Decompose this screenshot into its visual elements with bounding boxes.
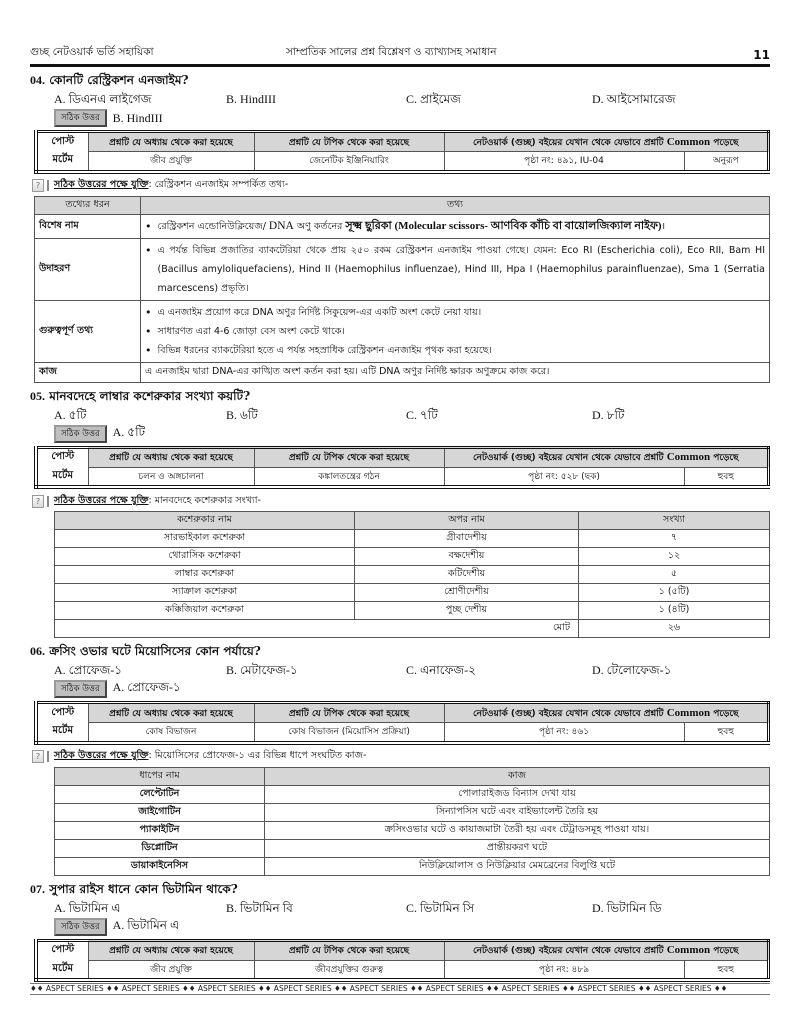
hint-label: সঠিক উত্তরের পক্ষে যুক্তি (54, 494, 149, 506)
cell: কক্কিজিয়াল কশেরুকা (55, 602, 355, 620)
option-b[interactable]: B. মেটাফেজ-১ (226, 663, 298, 677)
answer-row (30, 108, 770, 128)
pm-header-chapter: প্রশ্নটি যে অধ্যায় থেকে করা হয়েছে (88, 132, 254, 152)
correct-answer: A. প্রোফেজ-১ (112, 680, 181, 694)
info-value (141, 300, 770, 362)
question-number: 04. (30, 73, 45, 87)
running-header (30, 44, 770, 62)
pm-header-topic: প্রশ্নটি যে টপিক থেকে করা হয়েছে (254, 447, 444, 467)
question-text: মানবদেহে লাম্বার কশেরুকার সংখ্যা কয়টি? (49, 388, 251, 403)
hint-label: সঠিক উত্তরের পক্ষে যুক্তি (54, 179, 149, 190)
option-a[interactable]: A. ৫টি (54, 407, 87, 422)
cell: জাইগোটিন (55, 803, 265, 821)
question-text: ক্রসিং ওভার ঘটে মিয়োসিসের কোন পর্যায়ে? (49, 644, 261, 658)
table-row (55, 566, 770, 584)
postmortem-label-top: পোস্ট (36, 703, 88, 723)
pm-header-source (444, 940, 769, 960)
total-label: মোট (55, 620, 579, 638)
pm-common: হুবহু (684, 960, 769, 980)
pm-header-source (444, 447, 769, 467)
prophase-stages-table (54, 767, 770, 876)
postmortem-table (34, 939, 770, 983)
pm-chapter: জীব প্রযুক্তি (88, 152, 254, 172)
table-row (55, 821, 770, 839)
pm-header-chapter: প্রশ্নটি যে অধ্যায় থেকে করা হয়েছে (88, 703, 254, 723)
pm-header-common-word: Common (666, 944, 711, 956)
pm-topic: কঙ্কালতন্ত্রের গঠন (254, 467, 444, 487)
table-row (55, 602, 770, 620)
info-value (141, 238, 770, 300)
option-a[interactable]: A. ভিটামিন এ (54, 900, 121, 915)
pm-topic: জীবপ্রযুক্তির গুরুত্ব (254, 960, 444, 980)
pm-header-topic: প্রশ্নটি যে টপিক থেকে করা হয়েছে (254, 703, 444, 723)
option-b[interactable]: B. ভিটামিন বি (226, 900, 293, 915)
cell: বক্ষদেশীয় (355, 548, 579, 566)
correct-answer: A. ভিটামিন এ (112, 917, 180, 932)
info-row (35, 362, 770, 382)
question-05 (30, 386, 770, 639)
cell: ডায়াকাইনেসিস (55, 857, 265, 875)
question-06 (30, 641, 770, 876)
cell: ডিপ্লোটিন (55, 839, 265, 857)
correct-answer-badge: সঠিক উত্তর (54, 680, 107, 698)
cell: লেপ্টোটিন (55, 785, 265, 803)
table-row (55, 839, 770, 857)
hint-line (30, 747, 770, 767)
option-d[interactable]: D. টেলোফেজ-১ (592, 663, 672, 677)
pm-header-common-suffix: পড়েছে (713, 137, 739, 148)
hint-text: : মানবদেহে কশেরুকার সংখ্যা- (148, 494, 261, 506)
pm-source: পৃষ্ঠা নং: ৫২৮ (ছক) (444, 467, 684, 487)
answer-row (30, 679, 770, 699)
pm-common: হুবহু (684, 723, 769, 743)
info-text: • এ পর্যন্ত বিভিন্ন প্রজাতির ব্যাকটেরিয়া থেকে প্রায় ২৫০ রকম রেস্ট্রিকশন এনজাইম পাওয়া গেছে। যেমন: Eco RI (Escherichia coli), Eco RII, Bam HI (Bacillus amyloliquefaciens), Hind II (Haemophilus influenzae), Hind III, Hpa I (Haemophilus parainfluenzae), Sma 1 (Serratia marcescens) প্রভৃতি। (157, 244, 765, 294)
pm-header-topic: প্রশ্নটি যে টপিক থেকে করা হয়েছে (254, 132, 444, 152)
info-text: রেস্ট্রিকশন এন্ডোনিউক্লিয়েজ/ (157, 220, 269, 232)
postmortem-label-top: পোস্ট (36, 940, 88, 960)
info-key: কাজ (35, 362, 141, 382)
info-text: । (661, 220, 666, 232)
question-title (30, 70, 770, 90)
question-07 (30, 879, 770, 983)
correct-answer-badge: সঠিক উত্তর (54, 425, 107, 443)
cell: লাম্বার কশেরুকা (55, 566, 355, 584)
option-b[interactable]: B. ৬টি (226, 407, 258, 422)
info-key: গুরুত্বপূর্ণ তথ্য (35, 300, 141, 362)
info-bullet (145, 241, 765, 298)
option-c[interactable]: C. এনাফেজ-২ (406, 663, 476, 677)
cell: গ্রীবাদেশীয় (355, 530, 579, 548)
pm-header-common-word: Common (666, 451, 711, 463)
cell: প্যাকাইটিন (55, 821, 265, 839)
pm-chapter: কোষ বিভাজন (88, 723, 254, 743)
table-row (55, 584, 770, 602)
hint-line (30, 491, 770, 511)
info-key: বিশেষ নাম (35, 214, 141, 238)
info-header-type: তথ্যের ধরন (35, 196, 141, 214)
option-d[interactable]: D. আইসোমারেজ (592, 92, 676, 106)
col-header: ধাপের নাম (55, 767, 265, 785)
vertebrae-table (54, 511, 770, 638)
section-title: সাম্প্রতিক সালের প্রশ্ন বিশ্লেষণ ও ব্যাখ্যাসহ সমাধান (286, 46, 497, 58)
pm-header-source-text: নেটওয়ার্ক (গুচ্ছ) বইয়ের যেখান থেকে যেভাবে প্রশ্নটি (472, 708, 664, 719)
info-bullet (145, 217, 765, 236)
cell: নিউক্লিয়োলাস ও নিউক্লিয়ার মেমব্রেনের বিলুপ্তি ঘটে (265, 857, 770, 875)
col-header: কাজ (265, 767, 770, 785)
postmortem-table (34, 130, 770, 174)
pm-header-common-suffix: পড়েছে (713, 708, 739, 719)
table-row (55, 803, 770, 821)
hint-label: সঠিক উত্তরের পক্ষে যুক্তি (54, 750, 149, 761)
pm-header-common-word: Common (666, 135, 711, 148)
cell: পুচ্ছ দেশীয় (355, 602, 579, 620)
info-bullet: • বিভিন্ন ধরনের ব্যাকটেরিয়া হতে এ পর্যন্ত সহস্রাধিক রেস্ট্রিকশন এনজাইম পৃথক করা হয়েছে। (145, 341, 765, 360)
option-d[interactable]: D. ৮টি (592, 407, 625, 422)
info-header-info: তথ্য (141, 196, 770, 214)
question-number: 05. (30, 388, 45, 403)
question-title (30, 641, 770, 661)
options (30, 406, 770, 424)
pm-chapter: জীব প্রযুক্তি (88, 960, 254, 980)
info-value: এ এনজাইম দ্বারা DNA-এর কাঙ্খিত অংশ কর্তন করা হয়। এটি DNA অণুর নির্দিষ্ট ক্ষারক অণুক্রমে কাজ করে। (141, 362, 770, 382)
pm-header-chapter: প্রশ্নটি যে অধ্যায় থেকে করা হয়েছে (88, 447, 254, 467)
hint-icon: ? (32, 495, 44, 508)
cell: প্রান্তীয়করণ ঘটে (265, 839, 770, 857)
pm-topic: কোষ বিভাজন (মিয়োসিস প্রক্রিয়া) (254, 723, 444, 743)
pm-header-topic: প্রশ্নটি যে টপিক থেকে করা হয়েছে (254, 940, 444, 960)
pm-header-source (444, 132, 769, 152)
question-title (30, 879, 770, 899)
pm-header-source-text: নেটওয়ার্ক (গুচ্ছ) বইয়ের যেখান থেকে যেভাবে প্রশ্নটি (472, 946, 664, 956)
total-value: ২৬ (579, 620, 770, 638)
option-a[interactable]: A. প্রোফেজ-১ (54, 663, 123, 677)
postmortem-label-bottom: মর্টেম (36, 152, 88, 172)
postmortem-label-bottom: মর্টেম (36, 960, 88, 980)
hint-text: : রেস্ট্রিকশন এনজাইম সম্পর্কিত তথ্য- (148, 179, 289, 190)
question-04 (30, 70, 770, 383)
page-number: 11 (753, 48, 770, 62)
postmortem-table (34, 446, 770, 490)
postmortem-table (34, 701, 770, 745)
cell: কটিদেশীয় (355, 566, 579, 584)
option-a[interactable]: A. ডিএনএ লাইগেজ (54, 92, 152, 106)
cell: স্যাক্রাল কশেরুকা (55, 584, 355, 602)
page (30, 44, 770, 982)
total-row (55, 620, 770, 638)
postmortem-label-top: পোস্ট (36, 447, 88, 467)
pm-common: অনুরূপ (684, 152, 769, 172)
cell: ১ (৫টি) (579, 584, 770, 602)
hint-divider (47, 751, 49, 762)
question-number: 06. (30, 644, 45, 658)
info-value (141, 214, 770, 238)
info-text: অণু কর্তনের (293, 220, 346, 232)
pm-chapter: চলন ও অঙ্গচালনা (88, 467, 254, 487)
option-b[interactable]: B. HindIII (226, 92, 276, 106)
cell: ১২ (579, 548, 770, 566)
cell: শ্রোণীদেশীয় (355, 584, 579, 602)
pm-source: পৃষ্ঠা নং: ৪৬১ (444, 723, 684, 743)
option-c[interactable]: C. প্রাইমেজ (406, 92, 461, 106)
hint-text: : মিয়োসিসের প্রোফেজ-১ এর বিভিন্ন ধাপে সংঘটিত কাজ- (148, 750, 367, 761)
question-number: 07. (30, 881, 45, 896)
hint-divider (47, 180, 49, 191)
table-row (55, 785, 770, 803)
cell: পোলারাইজড বিন্যাস দেখা যায় (265, 785, 770, 803)
hint-divider (47, 496, 49, 507)
correct-answer-badge: সঠিক উত্তর (54, 918, 107, 936)
cell: ক্রসিংওভার ঘটে ও কায়াজমাটা তৈরী হয় এবং টেট্রাডসমূহ পাওয়া যায়। (265, 821, 770, 839)
table-row (55, 857, 770, 875)
correct-answer: B. HindIII (112, 110, 163, 125)
question-text: সুপার রাইস ধানে কোন ভিটামিন থাকে? (49, 881, 238, 896)
info-bold-text: সূক্ষ্ম ছুরিকা (Molecular scissors- আণবিক কাঁচি বা বায়োলজিক্যাল নাইফ) (345, 219, 662, 232)
cell: সিন্যাপসিস ঘটে এবং বাইভ্যালেন্ট তৈরি হয় (265, 803, 770, 821)
cell: ৭ (579, 530, 770, 548)
info-row (35, 214, 770, 238)
info-bullet: • এ এনজাইম প্রয়োগ করে DNA অণুর নির্দিষ্ট সিকুয়েন্স-এর একটি অংশ কেটে নেয়া যায়। (145, 303, 765, 322)
hint-line (30, 176, 770, 196)
info-row (35, 300, 770, 362)
question-title (30, 386, 770, 406)
pm-topic: জেনেটিক ইঞ্জিনিয়ারিং (254, 152, 444, 172)
pm-header-common-suffix: পড়েছে (713, 453, 739, 463)
option-d[interactable]: D. ভিটামিন ডি (592, 900, 662, 915)
col-header: কশেরুকার নাম (55, 512, 355, 530)
header-rule (30, 64, 770, 67)
correct-answer-badge: সঠিক উত্তর (54, 109, 107, 127)
postmortem-label-bottom: মর্টেম (36, 723, 88, 743)
book-title: গুচ্ছ নেটওয়ার্ক ভর্তি সহায়িকা (30, 46, 154, 58)
cell: সারভাইকাল কশেরুকা (55, 530, 355, 548)
option-c[interactable]: C. ৭টি (406, 407, 438, 422)
pm-header-common-word: Common (666, 706, 711, 719)
pm-source: পৃষ্ঠা নং: ৪৯১, IU-04 (444, 152, 684, 172)
pm-header-common-suffix: পড়েছে (713, 946, 739, 956)
enzyme-info-table (34, 196, 770, 383)
table-row (55, 548, 770, 566)
question-text: কোনটি রেস্ট্রিকশন এনজাইম? (49, 73, 189, 87)
info-text: DNA (268, 219, 294, 232)
pm-common: হুবহু (684, 467, 769, 487)
hint-icon: ? (32, 179, 44, 192)
postmortem-label-bottom: মর্টেম (36, 467, 88, 487)
pm-header-source (444, 703, 769, 723)
options (30, 899, 770, 917)
cell: ১ (৪টি) (579, 602, 770, 620)
correct-answer: A. ৫টি (112, 424, 146, 439)
cell: ৫ (579, 566, 770, 584)
info-bullet: • সাধারণত এরা 4-6 জোড়া বেস অংশ কেটে থাকে। (145, 322, 765, 341)
cell: থোরাসিক কশেরুকা (55, 548, 355, 566)
pm-header-chapter: প্রশ্নটি যে অধ্যায় থেকে করা হয়েছে (88, 940, 254, 960)
options (30, 661, 770, 679)
options (30, 90, 770, 108)
pm-header-source-text: নেটওয়ার্ক (গুচ্ছ) বইয়ের যেখান থেকে যেভাবে প্রশ্নটি (472, 453, 664, 463)
answer-row (30, 424, 770, 444)
col-header: অপর নাম (355, 512, 579, 530)
pm-header-source-text: নেটওয়ার্ক (গুচ্ছ) বইয়ের যেখান থেকে যেভাবে প্রশ্নটি (472, 137, 664, 148)
info-key: উদাহরণ (35, 238, 141, 300)
pm-source: পৃষ্ঠা নং: ৪৮৯ (444, 960, 684, 980)
col-header: সংখ্যা (579, 512, 770, 530)
table-row (55, 530, 770, 548)
answer-row (30, 917, 770, 937)
info-row (35, 238, 770, 300)
hint-icon: ? (32, 750, 44, 763)
footer-band: ♦♦ ASPECT SERIES ♦♦ ASPECT SERIES ♦♦ ASPECT SERIES ♦♦ ASPECT SERIES ♦♦ ASPECT SERIES ♦♦ ASPECT SERIES ♦♦ ASPECT SERIES ♦♦ ASPECT SERIES ♦♦ ASPECT SERIES ♦♦ (30, 983, 770, 995)
postmortem-label-top: পোস্ট (36, 132, 88, 152)
option-c[interactable]: C. ভিটামিন সি (406, 900, 475, 915)
